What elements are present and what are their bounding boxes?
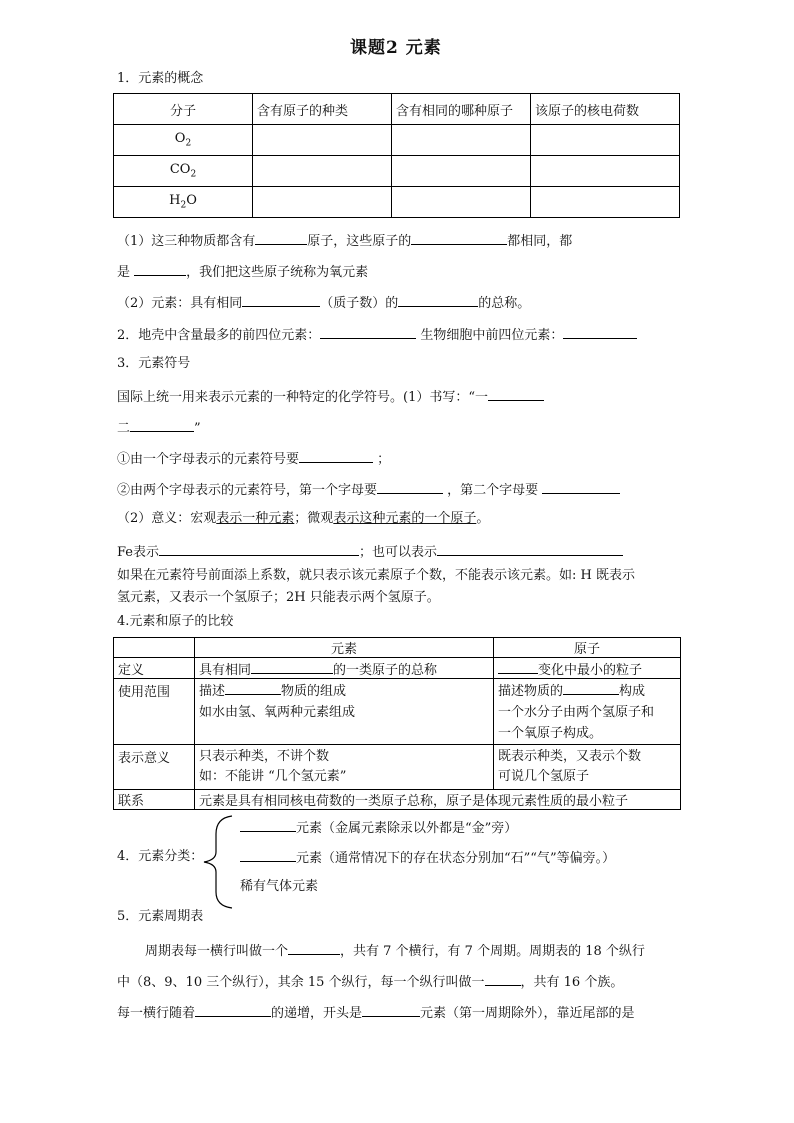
- question-1-line-2: 是 ，我们把这些原子统称为氧元素: [117, 262, 368, 281]
- table-row: [114, 745, 681, 790]
- table-row: [114, 658, 681, 679]
- blank[interactable]: [485, 972, 521, 986]
- answer-cell[interactable]: [253, 187, 392, 218]
- table-header-cell: 含有相同的哪种原子: [392, 94, 531, 125]
- periodic-line-1: 周期表每一横行叫做一个 ，共有 7 个横行，有 7 个周期。周期表的 18 个纵行: [145, 941, 645, 960]
- section-5-heading: 5．元素周期表: [117, 909, 204, 924]
- fe-line: Fe表示 ；也可以表示: [117, 542, 623, 561]
- table-header-row: [114, 94, 680, 125]
- class-2: 元素（通常情况下的存在状态分别加“石”“气”等偏旁。）: [240, 848, 615, 867]
- row-label: 使用范围: [114, 679, 195, 745]
- note-line-2: 氢元素，又表示一个氢原子；2H 只能表示两个氢原子。: [117, 590, 440, 605]
- section-1-heading: 1．元素的概念: [117, 71, 204, 86]
- blank[interactable]: [159, 542, 359, 556]
- blank[interactable]: [362, 1003, 420, 1017]
- brace-icon: [198, 814, 238, 910]
- table-header-cell: 该原子的核电荷数: [531, 94, 680, 125]
- blank[interactable]: [320, 325, 416, 339]
- class-1: 元素（金属元素除汞以外都是“金”旁）: [240, 818, 517, 837]
- blank[interactable]: [563, 681, 619, 695]
- blank[interactable]: [251, 660, 333, 674]
- blank[interactable]: [240, 848, 296, 862]
- table-row: [114, 156, 680, 187]
- answer-cell[interactable]: [531, 125, 680, 156]
- blank[interactable]: [411, 231, 507, 245]
- blank[interactable]: [130, 418, 194, 432]
- row-label: 定义: [114, 658, 195, 679]
- table-header-cell: 含有原子的种类: [253, 94, 392, 125]
- section-3-intro-2: 二 ”: [117, 418, 201, 437]
- definition-atom: 变化中最小的粒子: [494, 658, 681, 679]
- question-2-line: （2）元素：具有相同 （质子数）的 的总称。: [117, 293, 530, 312]
- blank[interactable]: [498, 660, 538, 674]
- blank[interactable]: [437, 542, 623, 556]
- table-row: [114, 790, 681, 810]
- answer-cell[interactable]: [392, 125, 531, 156]
- molecule-cell: $CO_2$: [114, 156, 253, 187]
- blank[interactable]: [398, 293, 478, 307]
- section-3-heading: 3．元素符号: [117, 356, 191, 371]
- row-label: 联系: [114, 790, 195, 810]
- page-title: 课题2 元素: [350, 38, 442, 58]
- table-row: [114, 679, 681, 745]
- table-row: [114, 125, 680, 156]
- blank[interactable]: [488, 387, 544, 401]
- molecule-cell: $O_2$: [114, 125, 253, 156]
- definition-element: 具有相同 的一类原子的总称: [195, 658, 494, 679]
- blank[interactable]: [255, 231, 307, 245]
- usage-element: 描述 物质的组成 如水由氢、氧两种元素组成: [195, 679, 494, 745]
- blank[interactable]: [240, 818, 296, 832]
- blank[interactable]: [563, 325, 637, 339]
- class-3: 稀有气体元素: [240, 879, 319, 894]
- row-label: 表示意义: [114, 745, 195, 790]
- blank[interactable]: [377, 480, 443, 494]
- molecule-cell: $H_2O$: [114, 187, 253, 218]
- rule-1: ①由一个字母表示的元素符号要 ；: [117, 449, 390, 468]
- blank[interactable]: [542, 480, 620, 494]
- answer-cell[interactable]: [253, 156, 392, 187]
- blank[interactable]: [242, 293, 320, 307]
- meaning-line: （2）意义：宏观表示一种元素；微观表示这种元素的一个原子。: [117, 511, 490, 526]
- answer-cell[interactable]: [531, 187, 680, 218]
- answer-cell[interactable]: [392, 187, 531, 218]
- blank[interactable]: [225, 681, 281, 695]
- meaning-atom: 既表示种类，又表示个数 可说几个氢原子: [494, 745, 681, 790]
- table-header-cell: 分子: [114, 94, 253, 125]
- section-4-heading: 4.元素和原子的比较: [117, 614, 234, 629]
- section-2-line: 2．地壳中含量最多的前四位元素： 生物细胞中前四位元素：: [117, 325, 637, 344]
- comparison-table: [113, 637, 681, 810]
- question-1-line-1: （1）这三种物质都含有 原子，这些原子的 都相同，都: [117, 231, 572, 250]
- section-3-intro: 国际上统一用来表示元素的一种特定的化学符号。(1）书写：“一: [117, 387, 544, 406]
- blank[interactable]: [299, 449, 373, 463]
- element-concept-table: [113, 93, 680, 218]
- answer-cell[interactable]: [392, 156, 531, 187]
- table-row: [114, 187, 680, 218]
- col-atom: 原子: [494, 638, 681, 658]
- periodic-line-3: 每一横行随着 的递增，开头是 元素（第一周期除外），靠近尾部的是: [117, 1003, 635, 1022]
- classification-label: 4．元素分类：: [117, 849, 204, 864]
- blank[interactable]: [195, 1003, 271, 1017]
- rule-2: ②由两个字母表示的元素符号，第一个字母要 ，第二个字母要: [117, 480, 620, 499]
- col-element: 元素: [195, 638, 494, 658]
- table-header-row: [114, 638, 681, 658]
- blank[interactable]: [134, 262, 186, 276]
- meaning-element: 只表示种类，不讲个数 如：不能讲 “几个氢元素”: [195, 745, 494, 790]
- periodic-line-2: 中（8、9、10 三个纵行），其余 15 个纵行，每一个纵行叫做一 ，共有 16 个族。: [117, 972, 623, 991]
- link-text: 元素是具有相同核电荷数的一类原子总称，原子是体现元素性质的最小粒子: [195, 790, 681, 810]
- answer-cell[interactable]: [253, 125, 392, 156]
- blank[interactable]: [288, 941, 340, 955]
- answer-cell[interactable]: [531, 156, 680, 187]
- usage-atom: 描述物质的 构成 一个水分子由两个氢原子和 一个氧原子构成。: [494, 679, 681, 745]
- note-line-1: 如果在元素符号前面添上系数，就只表示该元素原子个数，不能表示该元素。如: H 既表示: [117, 568, 635, 583]
